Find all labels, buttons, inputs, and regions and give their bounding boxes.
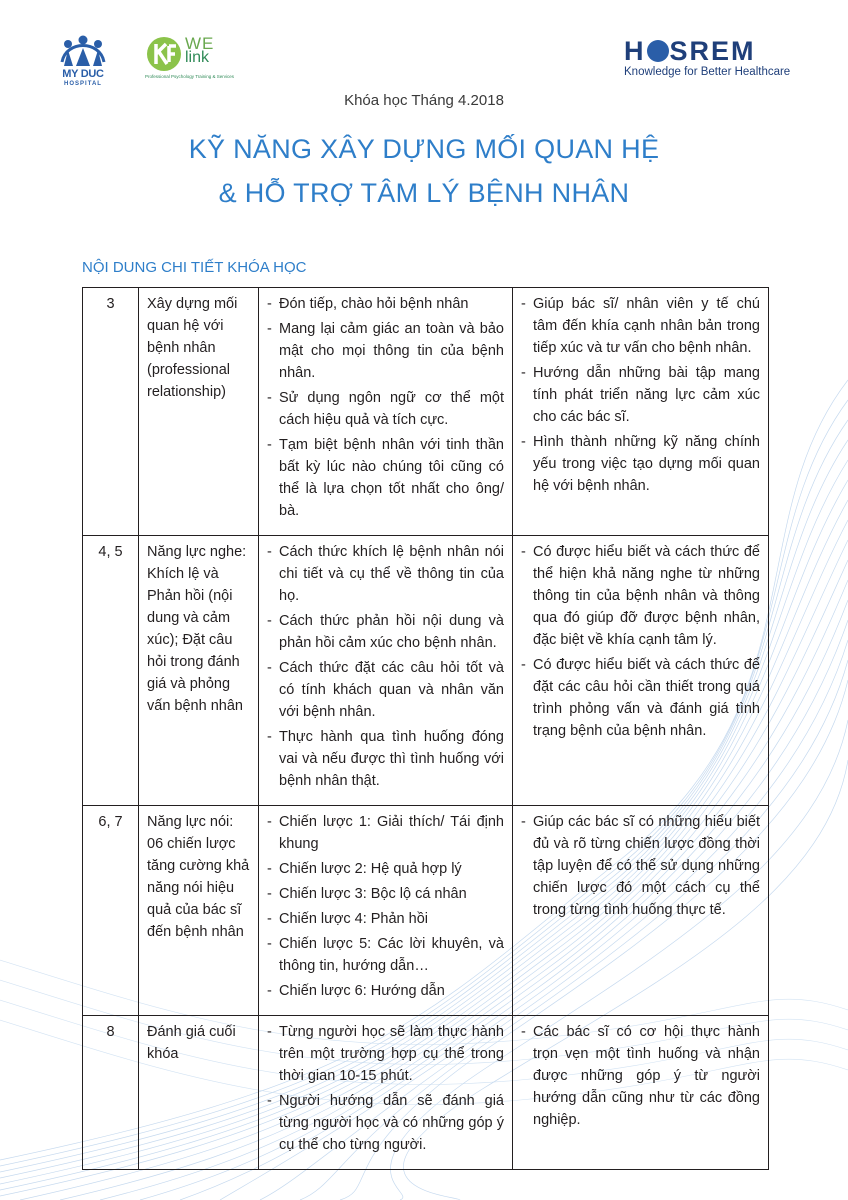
- list-item: - Chiến lược 5: Các lời khuyên, và thông tin, hướng dẫn…: [267, 933, 504, 977]
- myduc-logo: MY DUC HOSPITAL: [56, 32, 110, 88]
- list-item: - Có được hiểu biết và cách thức để đặt các câu hỏi cần thiết trong quá trình phỏng vấn và đánh giá tình trạng bệnh của bệnh nhân.: [521, 654, 760, 742]
- list-item: - Thực hành qua tình huống đóng vai và nếu được thì tình huống với bệnh nhân thật.: [267, 726, 504, 792]
- goals-list: [521, 1021, 760, 1131]
- session-content: [259, 288, 513, 536]
- hosrem-globe-icon: [647, 40, 669, 62]
- course-content-table-body: [83, 288, 769, 1170]
- content-list: [267, 1021, 504, 1156]
- list-item: - Đón tiếp, chào hỏi bệnh nhân: [267, 293, 504, 315]
- goals-list: [521, 541, 760, 742]
- course-content-table: [82, 287, 769, 1170]
- welink-mark-icon: [145, 34, 183, 74]
- goals-list: [521, 293, 760, 497]
- session-number: 3: [83, 288, 139, 536]
- session-goals: [513, 536, 769, 806]
- session-number: 6, 7: [83, 806, 139, 1016]
- list-item: - Chiến lược 6: Hướng dẫn: [267, 980, 504, 1002]
- list-item: - Chiến lược 4: Phản hồi: [267, 908, 504, 930]
- goals-list: [521, 811, 760, 921]
- session-topic: Năng lực nghe: Khích lệ và Phản hồi (nội dung và cảm xúc); Đặt câu hỏi trong đánh giá và phỏng vấn bệnh nhân: [139, 536, 259, 806]
- table-row: [83, 536, 769, 806]
- session-content: [259, 1016, 513, 1170]
- list-item: - Có được hiểu biết và cách thức để thể hiện khả năng nghe từ những thông tin của bệnh nhân và thông qua đó giúp đỡ được bệnh nhân, đặc biệt về khía cạnh tâm lý.: [521, 541, 760, 651]
- table-row: [83, 806, 769, 1016]
- welink-logo: WE link Professional Psychology Training & Services: [145, 34, 235, 79]
- page-title-line-2: & HỖ TRỢ TÂM LÝ BỆNH NHÂN: [218, 178, 630, 208]
- table-row: [83, 1016, 769, 1170]
- list-item: - Hình thành những kỹ năng chính yếu trong việc tạo dựng mối quan hệ với bệnh nhân.: [521, 431, 760, 497]
- content-list: [267, 811, 504, 1002]
- list-item: - Chiến lược 2: Hệ quả hợp lý: [267, 858, 504, 880]
- list-item: - Chiến lược 3: Bộc lộ cá nhân: [267, 883, 504, 905]
- session-topic: Xây dựng mối quan hệ với bệnh nhân (professional relationship): [139, 288, 259, 536]
- session-content: [259, 536, 513, 806]
- list-item: - Giúp các bác sĩ có những hiểu biết đủ và rõ từng chiến lược đồng thời tập luyện để có thể sử dụng những chiến lược đó một cách cụ thể trong từng tình huống thực tế.: [521, 811, 760, 921]
- session-goals: [513, 806, 769, 1016]
- session-number: 8: [83, 1016, 139, 1170]
- list-item: - Giúp bác sĩ/ nhân viên y tế chú tâm đến khía cạnh nhân bản trong tiếp xúc và tư vấn cho bệnh nhân.: [521, 293, 760, 359]
- list-item: - Hướng dẫn những bài tập mang tính phát triển năng lực cảm xúc cho các bác sĩ.: [521, 362, 760, 428]
- content-list: [267, 293, 504, 522]
- list-item: - Cách thức phản hồi nội dung và phản hồi cảm xúc cho bệnh nhân.: [267, 610, 504, 654]
- hosrem-wordmark: H SREM: [624, 36, 756, 66]
- list-item: - Chiến lược 1: Giải thích/ Tái định khung: [267, 811, 504, 855]
- content-list: [267, 541, 504, 792]
- session-goals: [513, 288, 769, 536]
- list-item: - Các bác sĩ có cơ hội thực hành trọn vẹn một tình huống và nhận được những góp ý từ người hướng dẫn cũng như từ các đồng nghiệp.: [521, 1021, 760, 1131]
- session-goals: [513, 1016, 769, 1170]
- list-item: - Cách thức khích lệ bệnh nhân nói chi tiết và cụ thể về thông tin của họ.: [267, 541, 504, 607]
- hosrem-logo: H SREM Knowledge for Better Healthcare: [624, 36, 804, 86]
- list-item: - Sử dụng ngôn ngữ cơ thể một cách hiệu quả và tích cực.: [267, 387, 504, 431]
- session-number: 4, 5: [83, 536, 139, 806]
- myduc-people-icon: [56, 32, 110, 68]
- session-topic: Đánh giá cuối khóa: [139, 1016, 259, 1170]
- session-content: [259, 806, 513, 1016]
- list-item: - Mang lại cảm giác an toàn và bảo mật cho mọi thông tin của bệnh nhân.: [267, 318, 504, 384]
- list-item: - Từng người học sẽ làm thực hành trên một trường hợp cụ thể trong thời gian 10-15 phút.: [267, 1021, 504, 1087]
- table-row: [83, 288, 769, 536]
- course-date: Khóa học Tháng 4.2018: [344, 92, 504, 109]
- list-item: - Người hướng dẫn sẽ đánh giá từng người học và có những góp ý cụ thể cho từng người.: [267, 1090, 504, 1156]
- list-item: - Cách thức đặt các câu hỏi tốt và có tính khách quan và nhân văn với bệnh nhân.: [267, 657, 504, 723]
- section-heading: NỘI DUNG CHI TIẾT KHÓA HỌC: [82, 259, 307, 276]
- list-item: - Tạm biệt bệnh nhân với tinh thần bất kỳ lúc nào chúng tôi cũng có thể là lựa chọn tốt nhất cho ông/ bà.: [267, 434, 504, 522]
- page-title-line-1: KỸ NĂNG XÂY DỰNG MỐI QUAN HỆ: [188, 134, 660, 164]
- session-topic: Năng lực nói: 06 chiến lược tăng cường khả năng nói hiệu quả của bác sĩ đến bệnh nhân: [139, 806, 259, 1016]
